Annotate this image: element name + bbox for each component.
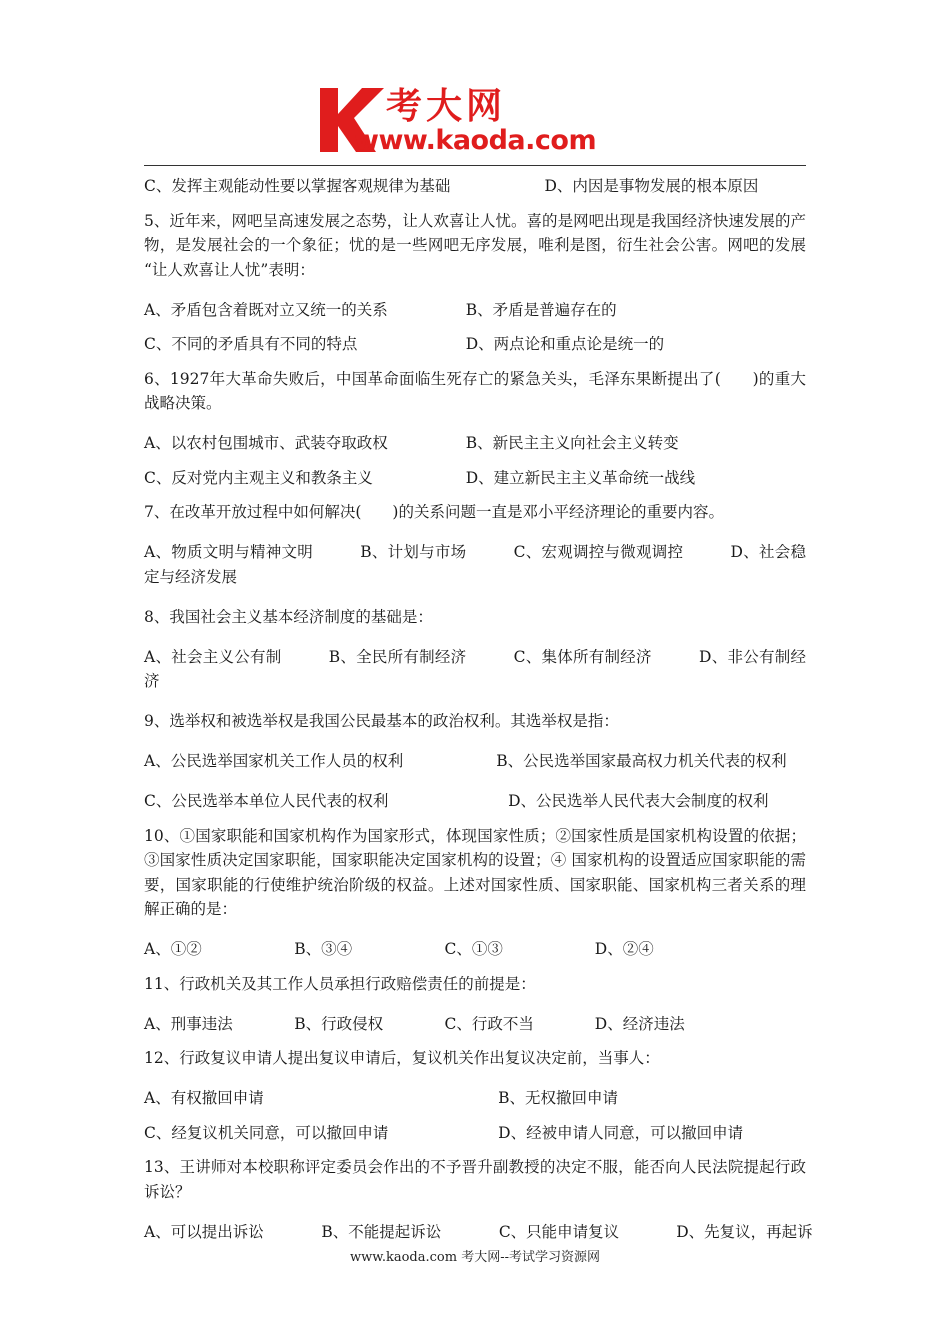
prev-options-row bbox=[144, 174, 806, 199]
question-13-stem: 13、王讲师对本校职称评定委员会作出的不予晋升副教授的决定不服，能否向人民法院提起行政诉讼？ bbox=[144, 1158, 806, 1201]
question-5-option-c: C、不同的矛盾具有不同的特点 bbox=[144, 335, 358, 353]
question-11-option-d: D、经济违法 bbox=[594, 1014, 685, 1033]
question-11-option-b: B、行政侵权 bbox=[294, 1014, 384, 1033]
question-6-option-a: A、以农村包围城市、武装夺取政权 bbox=[144, 434, 388, 452]
question-10-option-b: B、③④ bbox=[294, 940, 353, 958]
question-12-option-a: A、有权撤回申请 bbox=[144, 1089, 264, 1107]
question-9-option-d: D、公民选举人民代表大会制度的权利 bbox=[508, 792, 769, 810]
question-6-options-cd bbox=[144, 466, 806, 491]
question-10-option-d: D、②④ bbox=[594, 940, 654, 958]
question-6-option-b: B、新民主主义向社会主义转变 bbox=[465, 434, 679, 452]
question-5-options-cd bbox=[144, 332, 806, 357]
option-d: D、内因是事物发展的根本原因 bbox=[544, 177, 759, 195]
question-11-stem: 11、行政机关及其工作人员承担行政赔偿责任的前提是： bbox=[144, 974, 536, 993]
question-12-option-d: D、经被申请人同意，可以撤回申请 bbox=[498, 1123, 744, 1142]
logo-url: www.kaoda.com bbox=[354, 125, 597, 156]
question-10-option-c: C、①③ bbox=[444, 940, 503, 958]
question-12-options-ab bbox=[144, 1086, 806, 1111]
question-10-option-a: A、①② bbox=[144, 940, 202, 958]
question-12-options-cd bbox=[144, 1121, 806, 1146]
document-body bbox=[144, 174, 813, 1244]
question-11-option-a: A、刑事违法 bbox=[144, 1014, 233, 1033]
question-6-options-ab bbox=[144, 431, 806, 456]
option-c: C、发挥主观能动性要以掌握客观规律为基础 bbox=[144, 177, 451, 195]
question-10-options bbox=[144, 937, 806, 962]
question-5-options-ab bbox=[144, 298, 806, 323]
question-13-option-c: C、只能申请复议 bbox=[498, 1222, 620, 1241]
question-8-stem: 8、我国社会主义基本经济制度的基础是： bbox=[144, 607, 433, 626]
question-13-options bbox=[144, 1220, 813, 1245]
question-8-options: A、社会主义公有制 B、全民所有制经济 C、集体所有制经济 D、非公有制经济 bbox=[144, 647, 806, 690]
question-12-option-c: C、经复议机关同意，可以撤回申请 bbox=[144, 1123, 389, 1142]
question-11-options bbox=[144, 1012, 806, 1037]
question-13-option-d: D、先复议，再起诉 bbox=[676, 1222, 813, 1241]
logo-title: 考大网 bbox=[386, 86, 507, 127]
question-5-stem: 5、近年来，网吧呈高速发展之态势，让人欢喜让人忧。喜的是网吧出现是我国经济快速发展的产物，是发展社会的一个象征；忧的是一些网吧无序发展，唯利是图，衍生社会公害。网吧的发展 “让人欢喜让人忧”表明： bbox=[144, 211, 806, 279]
question-9-option-c: C、公民选举本单位人民代表的权利 bbox=[144, 792, 389, 810]
question-7-stem: 7、在改革开放过程中如何解决( )的关系问题一直是邓小平经济理论的重要内容。 bbox=[144, 503, 724, 521]
question-7-options: A、物质文明与精神文明 B、计划与市场 C、宏观调控与微观调控 D、社会稳定与经济发展 bbox=[144, 543, 806, 586]
question-5-option-d: D、两点论和重点论是统一的 bbox=[465, 335, 665, 353]
question-5-option-b: B、矛盾是普遍存在的 bbox=[465, 300, 617, 319]
question-13-option-a: A、可以提出诉讼 bbox=[144, 1222, 264, 1241]
question-9-stem: 9、选举权和被选举权是我国公民最基本的政治权利。其选举权是指： bbox=[144, 712, 619, 730]
question-9-options-cd bbox=[144, 789, 806, 814]
question-12-stem: 12、行政复议申请人提出复议申请后，复议机关作出复议决定前，当事人： bbox=[144, 1049, 660, 1067]
question-6-option-d: D、建立新民主主义革命统一战线 bbox=[465, 468, 696, 487]
question-5-option-a: A、矛盾包含着既对立又统一的关系 bbox=[144, 300, 388, 319]
question-13-option-b: B、不能提起诉讼 bbox=[321, 1222, 442, 1241]
page-footer: www.kaoda.com 考大网--考试学习资源网 bbox=[350, 1250, 600, 1265]
question-6-stem: 6、1927年大革命失败后，中国革命面临生死存亡的紧急关头，毛泽东果断提出了( )的重大战略决策。 bbox=[144, 369, 806, 412]
question-12-option-b: B、无权撤回申请 bbox=[498, 1089, 619, 1107]
question-6-option-c: C、反对党内主观主义和教条主义 bbox=[144, 468, 373, 487]
header-divider bbox=[144, 165, 806, 166]
question-10-stem: 10、①国家职能和国家机构作为国家形式，体现国家性质；②国家性质是国家机构设置的依据；③国家性质决定国家职能，国家职能决定国家机构的设置；④ 国家机构的设置适应国家职能的需要，国家职能的行使维护统治阶级的权益。上述对国家性质、国家职能、国家机构三者关系的理解正确的是： bbox=[144, 826, 806, 918]
question-11-option-c: C、行政不当 bbox=[444, 1014, 534, 1033]
question-9-options-ab: A、公民选举国家机关工作人员的权利 B、公民选举国家最高权力机关代表的权利 bbox=[144, 752, 787, 770]
